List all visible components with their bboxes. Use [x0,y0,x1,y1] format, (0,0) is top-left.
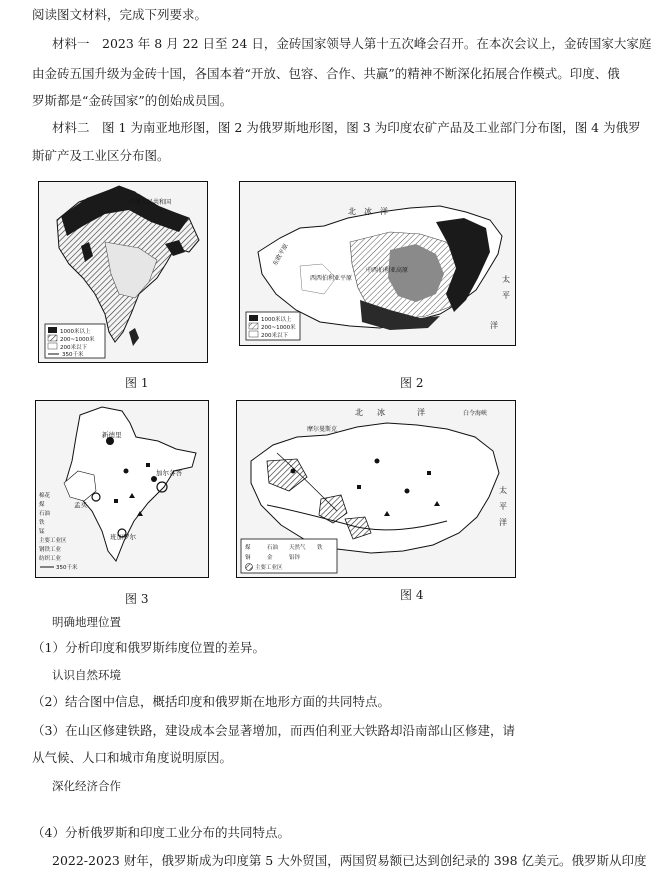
intro-text: 阅读图文材料，完成下列要求。 [32,7,208,22]
question-3-line2: 从气候、人口和城市角度说明原因。 [32,750,233,765]
fig3-city-mumbai: 孟买 [74,501,87,509]
fig3-legend-steel: 钢铁工业 [39,547,62,553]
figure-3-caption: 图 3 [125,592,149,606]
fig4-label-yang1: 洋 [417,408,425,417]
fig3-city-bangalore: 班加罗尔 [110,533,136,541]
fig4-legend-copper: 铜 [245,555,251,561]
fig4-label-bing: 冰 [377,408,385,417]
section3-heading: 深化经济合作 [52,779,121,793]
fig3-legend-coal: 煤 [39,502,45,508]
section2-heading: 认识自然环境 [52,668,121,682]
figure-4-caption: 图 4 [400,588,424,602]
question-3-line1: （3）在山区修建铁路，建设成本会显著增加，而西伯利亚大铁路却沿南部山区修建，请 [32,723,515,738]
question-2: （2）结合图中信息，概括印度和俄罗斯在地形方面的共同特点。 [32,694,390,709]
fig2-label-yang2: 洋 [490,321,498,330]
material1-line1: 材料一 2023 年 8 月 22 日至 24 日，金砖国家领导人第十五次峰会召开。在本次会议上，金砖国家大家庭 [52,36,652,51]
fig2-label-central-siberian-plateau: 中西伯利亚高原 [366,267,409,274]
fig3-city-new-delhi: 新德里 [102,431,122,439]
fig4-legend-oil: 石油 [267,545,279,551]
fig3-legend-textile: 纺织工业 [39,556,62,562]
fig1-scale: 350千米 [62,352,84,358]
fig2-label-ping: 平 [502,291,510,300]
fig3-legend-industrial-zone: 主要工业区 [39,538,67,544]
material2-line2: 斯矿产及工业区分布图。 [32,148,170,163]
fig3-legend-oil: 石油 [39,511,51,517]
fig1-country-label: 中华人民共和国 [129,199,172,206]
fig4-label-murmansk: 摩尔曼斯克 [307,426,338,433]
fig4-legend-gold: 金 [267,555,273,561]
fig4-legend-lead-zinc: 铝锌 [289,555,301,561]
fig3-city-kolkata: 加尔各答 [156,469,182,477]
fig2-label-tai: 太 [502,275,510,284]
fig1-legend-mid: 200~1000米 [60,337,95,343]
fig4-legend-industrial-zone: 主要工业区 [255,565,283,571]
figure-1-south-asia-map [38,181,208,363]
figure-1-caption: 图 1 [125,376,149,390]
fig4-legend-iron: 铁 [317,545,323,551]
figure-3-india-industry-map [35,400,209,578]
fig2-label-west-siberian-plain: 西西伯利亚平原 [310,275,353,282]
fig2-legend-low: 200米以下 [261,333,288,339]
figure-2-russia-map [239,181,516,346]
fig4-label-bering-strait: 白令海峡 [463,410,488,417]
fig1-legend-low: 200米以下 [60,345,87,351]
question-1: （1）分析印度和俄罗斯纬度位置的差异。 [32,640,265,655]
fig2-legend-high: 1000米以上 [261,317,292,323]
fig2-legend-mid: 200~1000米 [261,325,296,331]
question-4: （4）分析俄罗斯和印度工业分布的共同特点。 [32,825,290,840]
fig2-label-bei: 北 [348,207,356,216]
fig1-legend-high: 1000米以上 [60,329,91,335]
final-paragraph: 2022-2023 财年，俄罗斯成为印度第 5 大外贸国，两国贸易额已达到创纪录的 398 亿美元。俄罗斯从印度 [52,853,647,868]
fig3-scale: 350千米 [56,565,78,571]
fig4-label-ping: 平 [499,502,507,511]
section1-heading: 明确地理位置 [52,615,121,629]
figure-2-caption: 图 2 [400,376,424,390]
fig3-legend-iron: 铁 [39,520,45,526]
material1-line3: 罗斯都是“金砖国家”的创始成员国。 [32,93,233,108]
material2-line1: 材料二 图 1 为南亚地形图，图 2 为俄罗斯地形图，图 3 为印度农矿产品及工业部门分布图，图 4 为俄罗 [52,120,641,135]
fig4-label-tai: 太 [499,486,507,495]
fig2-label-east-european-plain: 东欧平原 [271,242,290,267]
figure-4-russia-industry-map [236,400,516,578]
fig3-legend-cotton: 棉花 [39,493,51,499]
fig4-label-yang2: 洋 [499,518,507,527]
fig4-legend-coal: 煤 [245,545,251,551]
fig2-label-bing: 冰 [364,207,372,216]
fig4-legend-gas: 天然气 [289,545,306,551]
fig3-legend-manganese: 锰 [39,529,45,535]
fig4-label-bei: 北 [355,408,363,417]
fig2-label-yang1: 洋 [380,207,388,216]
material1-line2: 由金砖五国升级为金砖十国，各国本着“开放、包容、合作、共赢”的精神不断深化拓展合作模式。印度、俄 [32,66,620,81]
